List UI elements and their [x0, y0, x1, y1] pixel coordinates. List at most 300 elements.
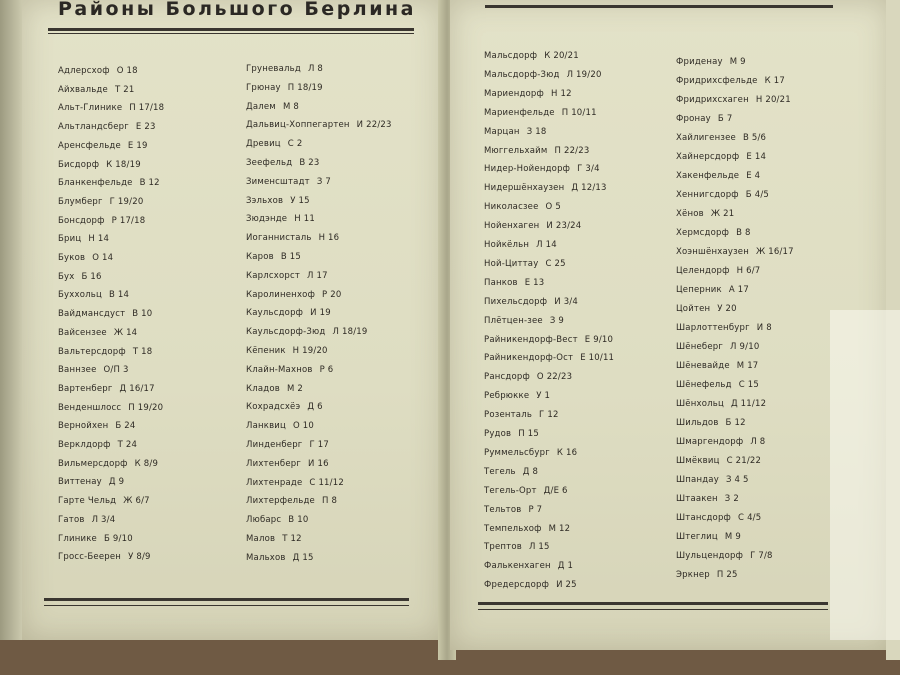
district-entry: [484, 164, 600, 174]
grid-reference: В 14: [108, 290, 130, 301]
district-entry: [676, 304, 737, 314]
grid-reference: Р 6: [319, 364, 334, 375]
grid-reference: Н 6/7: [736, 266, 761, 276]
grid-reference: Н 16: [318, 233, 340, 244]
grid-reference: Н 19/20: [292, 346, 328, 356]
district-name: Вартенберг: [58, 383, 113, 394]
district-entry: [676, 494, 739, 504]
district-name: Буххольц: [58, 290, 102, 301]
district-name: Нидер-Нойендорф: [484, 164, 571, 175]
district-entry: [484, 524, 570, 534]
district-name: Ваннзее: [58, 365, 97, 376]
grid-reference: Д 9: [108, 477, 125, 488]
district-name: Лихтенраде: [246, 477, 303, 488]
grid-reference: К 20/21: [544, 51, 579, 61]
district-entry: [246, 365, 333, 375]
grid-reference: П 18/19: [287, 82, 323, 93]
district-name: Шмаргендорф: [676, 437, 744, 447]
grid-reference: Л 9/10: [730, 342, 760, 352]
district-name: Мальсдорф: [484, 51, 538, 61]
grid-reference: Б 4/5: [745, 190, 769, 200]
grid-reference: К 18/19: [106, 159, 141, 170]
district-name: Ланквиц: [246, 421, 287, 432]
district-entry: [676, 209, 734, 219]
grid-reference: Б 12: [725, 418, 746, 428]
district-entry: [676, 323, 772, 333]
district-entry: [58, 534, 133, 544]
district-name: Верклдорф: [58, 440, 111, 450]
district-name: Фриденау: [676, 57, 723, 67]
district-entry: [484, 542, 550, 552]
district-name: Хайлигензее: [676, 133, 736, 143]
district-name: Фалькенхаген: [484, 561, 551, 572]
district-entry: [58, 309, 152, 319]
grid-reference: Л 14: [536, 240, 557, 250]
page-title: Районы Большого Берлина: [58, 0, 416, 20]
district-entry: [58, 477, 124, 487]
district-name: Фридрихсфельде: [676, 76, 758, 86]
district-entry: [484, 353, 614, 363]
district-name: Клайн-Махнов: [246, 364, 313, 375]
grid-reference: Л 15: [528, 542, 550, 553]
district-name: Райникендорф-Вест: [484, 334, 578, 345]
grid-reference: Н 20/21: [755, 95, 791, 105]
district-name: Вернойхен: [58, 421, 109, 432]
grid-reference: О 14: [92, 253, 114, 263]
district-name: Каульсдорф: [246, 308, 304, 319]
district-name: Плётцен-зее: [484, 315, 543, 326]
district-name: Зеефельд: [246, 158, 293, 168]
district-name: Бланкенфельде: [58, 178, 133, 189]
district-entry: [58, 216, 145, 226]
district-name: Глинике: [58, 533, 97, 544]
title-rule-thin: [48, 33, 414, 34]
grid-reference: П 15: [518, 429, 539, 439]
district-name: Виттенау: [58, 477, 102, 488]
grid-reference: А 17: [728, 285, 749, 295]
grid-reference: Л 17: [307, 270, 328, 281]
grid-reference: И 3/4: [554, 296, 578, 307]
grid-reference: Е 23: [135, 122, 156, 133]
district-name: Фронау: [676, 114, 711, 124]
left-bottom-rule-thin: [44, 605, 409, 606]
district-entry: [484, 467, 538, 477]
district-name: Далем: [246, 101, 276, 112]
grid-reference: Е 19: [127, 140, 148, 151]
grid-reference: З 9: [549, 315, 564, 326]
district-name: Райникендорф-Ост: [484, 353, 574, 364]
grid-reference: Б 9/10: [104, 533, 133, 544]
grid-reference: Н 11: [294, 214, 315, 225]
district-name: Мариенфельде: [484, 107, 555, 118]
district-entry: [676, 513, 761, 523]
district-entry: [58, 66, 138, 76]
district-entry: [676, 456, 761, 466]
book-edge-left: [0, 0, 24, 640]
grid-reference: Б 16: [81, 271, 102, 282]
district-name: Грюнау: [246, 82, 281, 93]
district-name: Вайсензее: [58, 327, 107, 338]
district-entry: [484, 316, 564, 326]
district-entry: [484, 580, 577, 590]
district-name: Мальхов: [246, 552, 286, 563]
district-entry: [484, 372, 572, 382]
grid-reference: Л 3/4: [91, 514, 116, 525]
district-name: Хеннигсдорф: [676, 190, 739, 200]
district-name: Пихельсдорф: [484, 296, 548, 307]
district-name: Панков: [484, 277, 518, 288]
grid-reference: Д 11/12: [730, 399, 767, 409]
district-name: Груневальд: [246, 64, 301, 74]
district-name: Альтландсберг: [58, 122, 129, 133]
district-name: Любарс: [246, 515, 282, 526]
grid-reference: Д 6: [307, 402, 323, 413]
grid-reference: Г 17: [309, 440, 329, 450]
grid-reference: И 8: [756, 323, 772, 333]
district-name: Иоганнисталь: [246, 233, 312, 244]
grid-reference: С 4/5: [738, 513, 762, 523]
grid-reference: С 15: [738, 380, 759, 390]
district-name: Древиц: [246, 139, 281, 150]
grid-reference: Р 17/18: [111, 215, 146, 226]
grid-reference: Е 14: [746, 152, 767, 162]
grid-reference: У 8/9: [128, 552, 151, 563]
district-entry: [246, 515, 308, 525]
district-name: Шёнефельд: [676, 380, 732, 390]
grid-reference: М 2: [286, 383, 304, 394]
district-name: Руммельсбург: [484, 447, 550, 458]
grid-reference: Л 8: [750, 437, 766, 447]
grid-reference: Г 3/4: [577, 164, 600, 175]
light-glare: [830, 310, 900, 640]
district-name: Бонсдорф: [58, 215, 105, 226]
grid-reference: Ж 6/7: [123, 496, 150, 507]
grid-reference: К 16: [556, 447, 578, 458]
district-name: Бриц: [58, 234, 82, 245]
district-name: Штаакен: [676, 494, 718, 504]
district-entry: [58, 122, 156, 132]
district-entry: [484, 335, 613, 345]
grid-reference: С 11/12: [309, 477, 344, 488]
district-name: Зюдэнде: [246, 214, 288, 225]
district-name: Хермсдорф: [676, 228, 730, 238]
district-entry: [484, 278, 544, 288]
district-name: Шмёквиц: [676, 456, 720, 466]
district-entry: [676, 114, 732, 124]
district-entry: [58, 403, 163, 413]
district-entry: [484, 146, 589, 156]
grid-reference: М 17: [736, 361, 759, 371]
district-entry: [676, 152, 766, 162]
district-name: Цойтен: [676, 304, 711, 314]
district-name: Николасзее: [484, 202, 539, 213]
grid-reference: Е 9/10: [584, 334, 614, 345]
district-entry: [484, 486, 568, 496]
district-entry: [246, 496, 337, 506]
grid-reference: З 2: [724, 494, 739, 504]
district-entry: [676, 342, 759, 352]
district-name: Ной-Циттау: [484, 258, 539, 269]
district-name: Каульсдорф-Зюд: [246, 327, 326, 338]
grid-reference: Н 14: [88, 234, 110, 245]
district-name: Рудов: [484, 429, 512, 439]
district-entry: [676, 437, 765, 447]
district-name: Адлерсхоф: [58, 66, 110, 76]
grid-reference: О 10: [293, 421, 315, 432]
grid-reference: П 19/20: [128, 402, 164, 413]
district-entry: [58, 197, 143, 207]
district-entry: [58, 347, 152, 357]
district-entry: [246, 252, 301, 262]
district-entry: [246, 177, 331, 187]
district-entry: [58, 85, 134, 95]
district-entry: [484, 391, 550, 401]
district-name: Линденберг: [246, 440, 303, 450]
grid-reference: В 5/6: [742, 133, 767, 143]
district-entry: [58, 459, 158, 469]
district-entry: [676, 133, 766, 143]
district-entry: [484, 221, 581, 231]
district-entry: [484, 561, 573, 571]
district-entry: [58, 253, 113, 263]
grid-reference: О/П 3: [103, 365, 129, 376]
district-name: Бисдорф: [58, 159, 100, 170]
district-name: Бух: [58, 271, 75, 282]
district-entry: [676, 285, 749, 295]
district-name: Карлсхорст: [246, 270, 300, 281]
district-entry: [246, 233, 339, 243]
district-entry: [246, 308, 331, 318]
district-entry: [246, 402, 323, 412]
district-name: Фредерсдорф: [484, 580, 550, 591]
district-name: Цеперник: [676, 285, 722, 295]
grid-reference: П 8: [321, 496, 338, 507]
title-rule: [48, 28, 414, 31]
district-name: Гарте Чельд: [58, 496, 117, 507]
grid-reference: Т 18: [132, 346, 153, 357]
district-name: Шёневайде: [676, 361, 730, 371]
grid-reference: З 7: [316, 176, 331, 187]
district-name: Шильдов: [676, 418, 719, 428]
district-entry: [246, 158, 319, 168]
district-name: Марцан: [484, 126, 520, 137]
district-name: Шарлоттенбург: [676, 323, 750, 333]
district-entry: [58, 103, 164, 113]
district-entry: [484, 410, 559, 420]
grid-reference: В 10: [288, 515, 309, 526]
grid-reference: Г 7/8: [750, 551, 773, 561]
grid-reference: И 22/23: [356, 120, 392, 131]
district-entry: [676, 228, 751, 238]
district-name: Лихтенберг: [246, 458, 302, 469]
grid-reference: С 21/22: [726, 456, 762, 466]
district-entry: [246, 139, 302, 149]
grid-reference: О 22/23: [536, 372, 573, 383]
district-entry: [58, 421, 136, 431]
grid-reference: С 25: [545, 258, 566, 269]
district-entry: [484, 70, 602, 80]
district-entry: [484, 183, 607, 193]
grid-reference: И 16: [308, 458, 329, 469]
district-name: Темпельхоф: [484, 523, 542, 534]
district-entry: [676, 532, 741, 542]
district-entry: [484, 240, 557, 250]
district-name: Трептов: [484, 542, 522, 553]
grid-reference: Т 24: [117, 440, 138, 450]
district-entry: [676, 551, 773, 561]
district-name: Хакенфельде: [676, 171, 740, 181]
district-entry: [484, 51, 579, 61]
district-entry: [676, 190, 769, 200]
district-entry: [484, 429, 539, 439]
district-name: Хоэншёнхаузен: [676, 247, 749, 257]
district-entry: [246, 440, 329, 450]
right-bottom-rule-thin: [478, 609, 828, 610]
district-name: Шёнхольц: [676, 399, 724, 409]
district-name: Тегель: [484, 466, 516, 477]
grid-reference: М 8: [282, 101, 299, 112]
district-entry: [58, 272, 102, 282]
district-entry: [58, 440, 137, 450]
grid-reference: Г 19/20: [109, 196, 144, 207]
district-entry: [676, 475, 749, 485]
district-entry: [246, 64, 323, 74]
district-entry: [58, 234, 109, 244]
district-name: Эркнер: [676, 570, 710, 580]
district-entry: [676, 266, 760, 276]
district-name: Штансдорф: [676, 513, 732, 523]
district-name: Зименсштадт: [246, 176, 310, 187]
district-entry: [58, 178, 160, 188]
district-entry: [484, 259, 566, 269]
district-name: Нойенхаген: [484, 221, 540, 232]
grid-reference: О 5: [545, 202, 561, 213]
district-name: Гросс-Беерен: [58, 552, 122, 563]
district-name: Шпандау: [676, 475, 719, 485]
district-entry: [484, 202, 561, 212]
district-name: Тельтов: [484, 504, 522, 515]
grid-reference: Е 13: [524, 277, 545, 288]
grid-reference: К 8/9: [134, 458, 159, 469]
district-entry: [676, 76, 785, 86]
grid-reference: Д 15: [292, 552, 314, 563]
grid-reference: У 1: [536, 391, 551, 402]
district-entry: [484, 505, 542, 515]
district-entry: [484, 89, 572, 99]
district-name: Венденшлосс: [58, 402, 122, 413]
grid-reference: Л 18/19: [332, 327, 368, 338]
right-bottom-rule: [478, 602, 828, 605]
district-entry: [484, 127, 546, 137]
district-entry: [58, 160, 141, 170]
grid-reference: П 25: [716, 570, 738, 580]
district-name: Аренсфельде: [58, 140, 121, 151]
district-name: Каров: [246, 252, 274, 262]
grid-reference: Ж 14: [113, 327, 138, 338]
district-name: Айхвальде: [58, 84, 108, 95]
grid-reference: И 23/24: [546, 221, 582, 232]
grid-reference: Д 1: [557, 561, 574, 572]
grid-reference: И 19: [310, 308, 331, 319]
district-name: Малов: [246, 534, 276, 544]
grid-reference: П 17/18: [129, 103, 165, 114]
district-entry: [246, 214, 315, 224]
district-name: Хайнерсдорф: [676, 152, 740, 162]
grid-reference: П 10/11: [561, 107, 597, 118]
district-entry: [246, 384, 303, 394]
district-entry: [246, 196, 310, 206]
district-name: Дальвиц-Хоппегартен: [246, 120, 350, 131]
grid-reference: П 22/23: [554, 145, 590, 156]
district-name: Кёпеник: [246, 346, 286, 356]
district-name: Гатов: [58, 514, 85, 525]
grid-reference: М 9: [724, 532, 741, 542]
district-name: Каролиненхоф: [246, 289, 316, 300]
district-entry: [58, 290, 129, 300]
grid-reference: Т 21: [114, 84, 135, 95]
grid-reference: З 18: [526, 126, 547, 137]
district-entry: [58, 384, 155, 394]
district-entry: [246, 346, 328, 356]
grid-reference: Д 8: [522, 466, 539, 477]
district-name: Фридрихсхаген: [676, 95, 749, 105]
grid-reference: У 15: [290, 195, 310, 206]
district-name: Блумберг: [58, 196, 103, 207]
grid-reference: Е 4: [746, 171, 761, 181]
district-entry: [676, 418, 746, 428]
grid-reference: В 10: [132, 309, 153, 320]
grid-reference: М 9: [729, 57, 746, 67]
grid-reference: Д 12/13: [571, 183, 607, 194]
grid-reference: Ж 16/17: [756, 247, 794, 257]
grid-reference: Б 7: [717, 114, 733, 124]
left-page: [22, 0, 442, 640]
district-entry: [676, 95, 791, 105]
district-entry: [676, 570, 738, 580]
grid-reference: В 12: [139, 178, 160, 189]
district-name: Мариендорф: [484, 88, 544, 99]
district-name: Хёнов: [676, 209, 704, 219]
district-entry: [676, 399, 766, 409]
grid-reference: Ж 21: [710, 209, 735, 219]
district-name: Вильмерсдорф: [58, 458, 128, 469]
district-name: Кохрадсхёэ: [246, 402, 301, 413]
district-entry: [246, 83, 323, 93]
district-entry: [676, 247, 794, 257]
district-name: Альт-Глинике: [58, 103, 123, 114]
district-name: Нидершёнхаузен: [484, 183, 565, 194]
district-entry: [58, 328, 137, 338]
grid-reference: Д 16/17: [119, 383, 155, 394]
district-name: Мюггельхайм: [484, 145, 548, 156]
grid-reference: З 4 5: [725, 475, 749, 485]
district-entry: [484, 108, 597, 118]
district-entry: [58, 141, 148, 151]
district-entry: [676, 380, 759, 390]
grid-reference: У 20: [717, 304, 737, 314]
district-entry: [246, 534, 302, 544]
grid-reference: С 2: [287, 139, 303, 150]
district-entry: [246, 290, 342, 300]
district-name: Вайдмансдуст: [58, 309, 126, 320]
district-name: Лихтерфельде: [246, 496, 315, 507]
grid-reference: Б 24: [115, 421, 136, 432]
district-name: Розенталь: [484, 410, 533, 421]
district-name: Нойкёльн: [484, 240, 530, 250]
district-name: Ребрюкке: [484, 391, 530, 402]
district-name: Зэльхов: [246, 195, 284, 206]
district-name: Вальтерсдорф: [58, 346, 126, 357]
